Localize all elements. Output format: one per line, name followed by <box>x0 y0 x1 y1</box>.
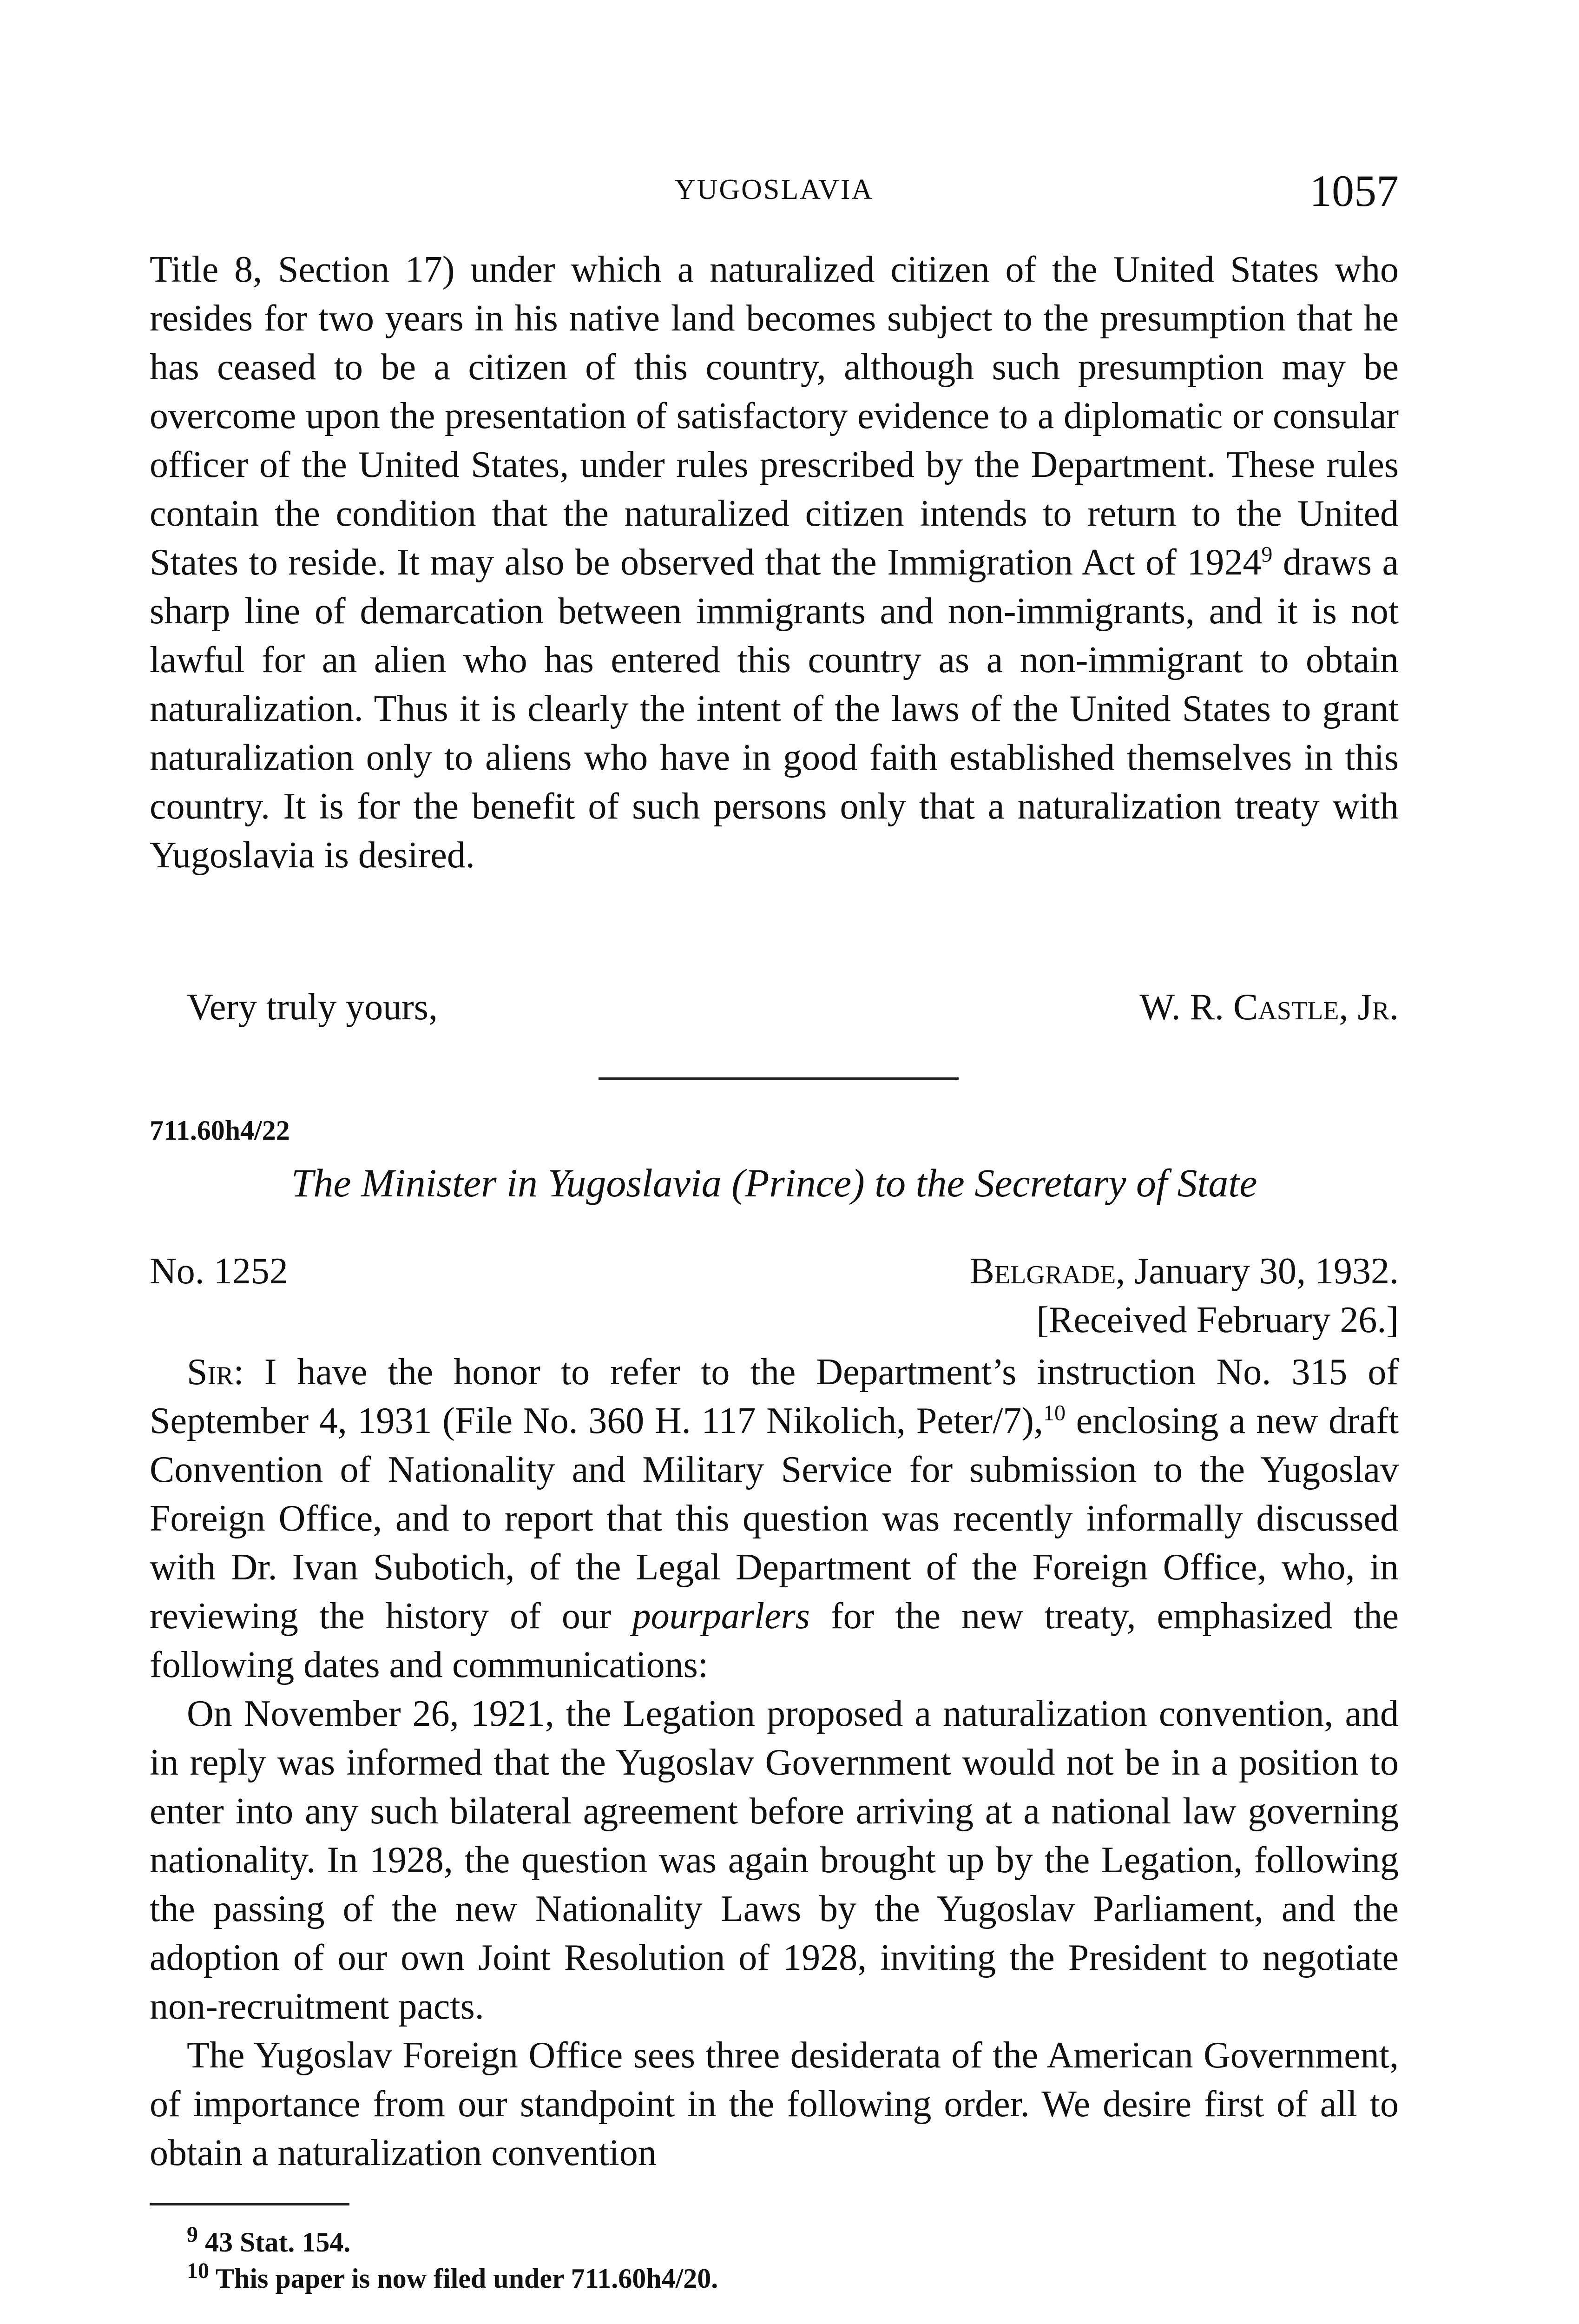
letter-closing: Very truly yours, <box>187 987 438 1028</box>
document-title: The Minister in Yugoslavia (Prince) to the Secretary of State <box>291 1161 1257 1205</box>
running-head: YUGOSLAVIA <box>674 174 874 205</box>
italic-term: pourparlers <box>632 1596 810 1637</box>
footnote <box>187 2224 718 2260</box>
document-body <box>150 1348 1399 2178</box>
footnotes <box>187 2224 718 2297</box>
file-number: 711.60h4/22 <box>150 1115 290 1146</box>
received-date: [Received February 26.] <box>1036 1300 1399 1340</box>
document-number: No. 1252 <box>150 1251 288 1292</box>
page-header <box>150 165 1399 225</box>
paragraph-text: enclosing a new draft Convention of Nationality and Military Service for submission to the Yugoslav Foreign Office, and to report that this question was recently informally discussed with Dr. Ivan Subotich, of the Legal Department of the Foreign Office, who, in reviewing the history of our <box>150 1400 1399 1637</box>
footnote-ref: 9 <box>1261 542 1273 567</box>
dateline <box>970 1250 1399 1293</box>
body-paragraph <box>150 1348 1399 1690</box>
section-divider <box>599 1077 959 1080</box>
paragraph-text: I have the honor to refer to the Department’s instruction No. 315 of September 4, 1931 (File No. 360 H. 117 Nikolich, Peter/7), <box>150 1352 1399 1441</box>
body-paragraph: The Yugoslav Foreign Office sees three desiderata of the American Government, of importance from our standpoint in the following order. We desire first of all to obtain a naturalization convention <box>150 2035 1399 2173</box>
footnote-divider <box>150 2203 349 2205</box>
footnote <box>187 2260 718 2297</box>
footnote-text: This paper is now filed under 711.60h4/20. <box>215 2263 718 2294</box>
dateline-place: Belgrade, <box>969 1251 1125 1292</box>
paragraph-text-tail: draws a sharp line of demarcation between immigrants and non-immigrants, and it is not lawful for an alien who has entered this country as a non-immigrant to obtain naturalization. Thus it is clearly the intent of the laws of the United States to grant naturalization only to aliens who have in good faith established themselves in this country. It is for the benefit of such persons only that a naturalization treaty with Yugoslavia is desired. <box>150 542 1399 876</box>
dateline-date: January 30, 1932. <box>1125 1251 1399 1292</box>
letter-signature: W. R. Castle, Jr. <box>1139 987 1399 1028</box>
footnote-ref: 10 <box>1043 1400 1066 1426</box>
page-number: 1057 <box>1309 166 1399 216</box>
paragraph-text: Title 8, Section 17) under which a naturalized citizen of the United States who resides for two years in his native land becomes subject to the presumption that he has ceased to be a citizen of this country, although such presumption may be overcome upon the presentation of satisfactory evidence to a diplomatic or consular officer of the United States, under rules prescribed by the Department. These rules contain the condition that the naturalized citizen intends to return to the United States to reside. It may also be observed that the Immigration Act of 1924 <box>150 249 1399 583</box>
footnote-mark: 9 <box>187 2222 198 2247</box>
letter-continuation-paragraph <box>150 245 1399 880</box>
paragraph-text: for the new treaty, emphasized the following dates and communications: <box>150 1596 1399 1685</box>
salutation: Sir: <box>187 1352 244 1393</box>
footnote-mark: 10 <box>187 2258 209 2283</box>
body-paragraph: On November 26, 1921, the Legation proposed a naturalization convention, and in reply was informed that the Yugoslav Government would not be in a position to enter into any such bilateral agreement before arriving at a national law governing nationality. In 1928, the question was again brought up by the Legation, following the passing of the new Nationality Laws by the Yugoslav Parliament, and the adoption of our own Joint Resolution of 1928, inviting the President to negotiate non-recruitment pacts. <box>150 1693 1399 2027</box>
footnote-text: 43 Stat. 154. <box>205 2227 351 2258</box>
